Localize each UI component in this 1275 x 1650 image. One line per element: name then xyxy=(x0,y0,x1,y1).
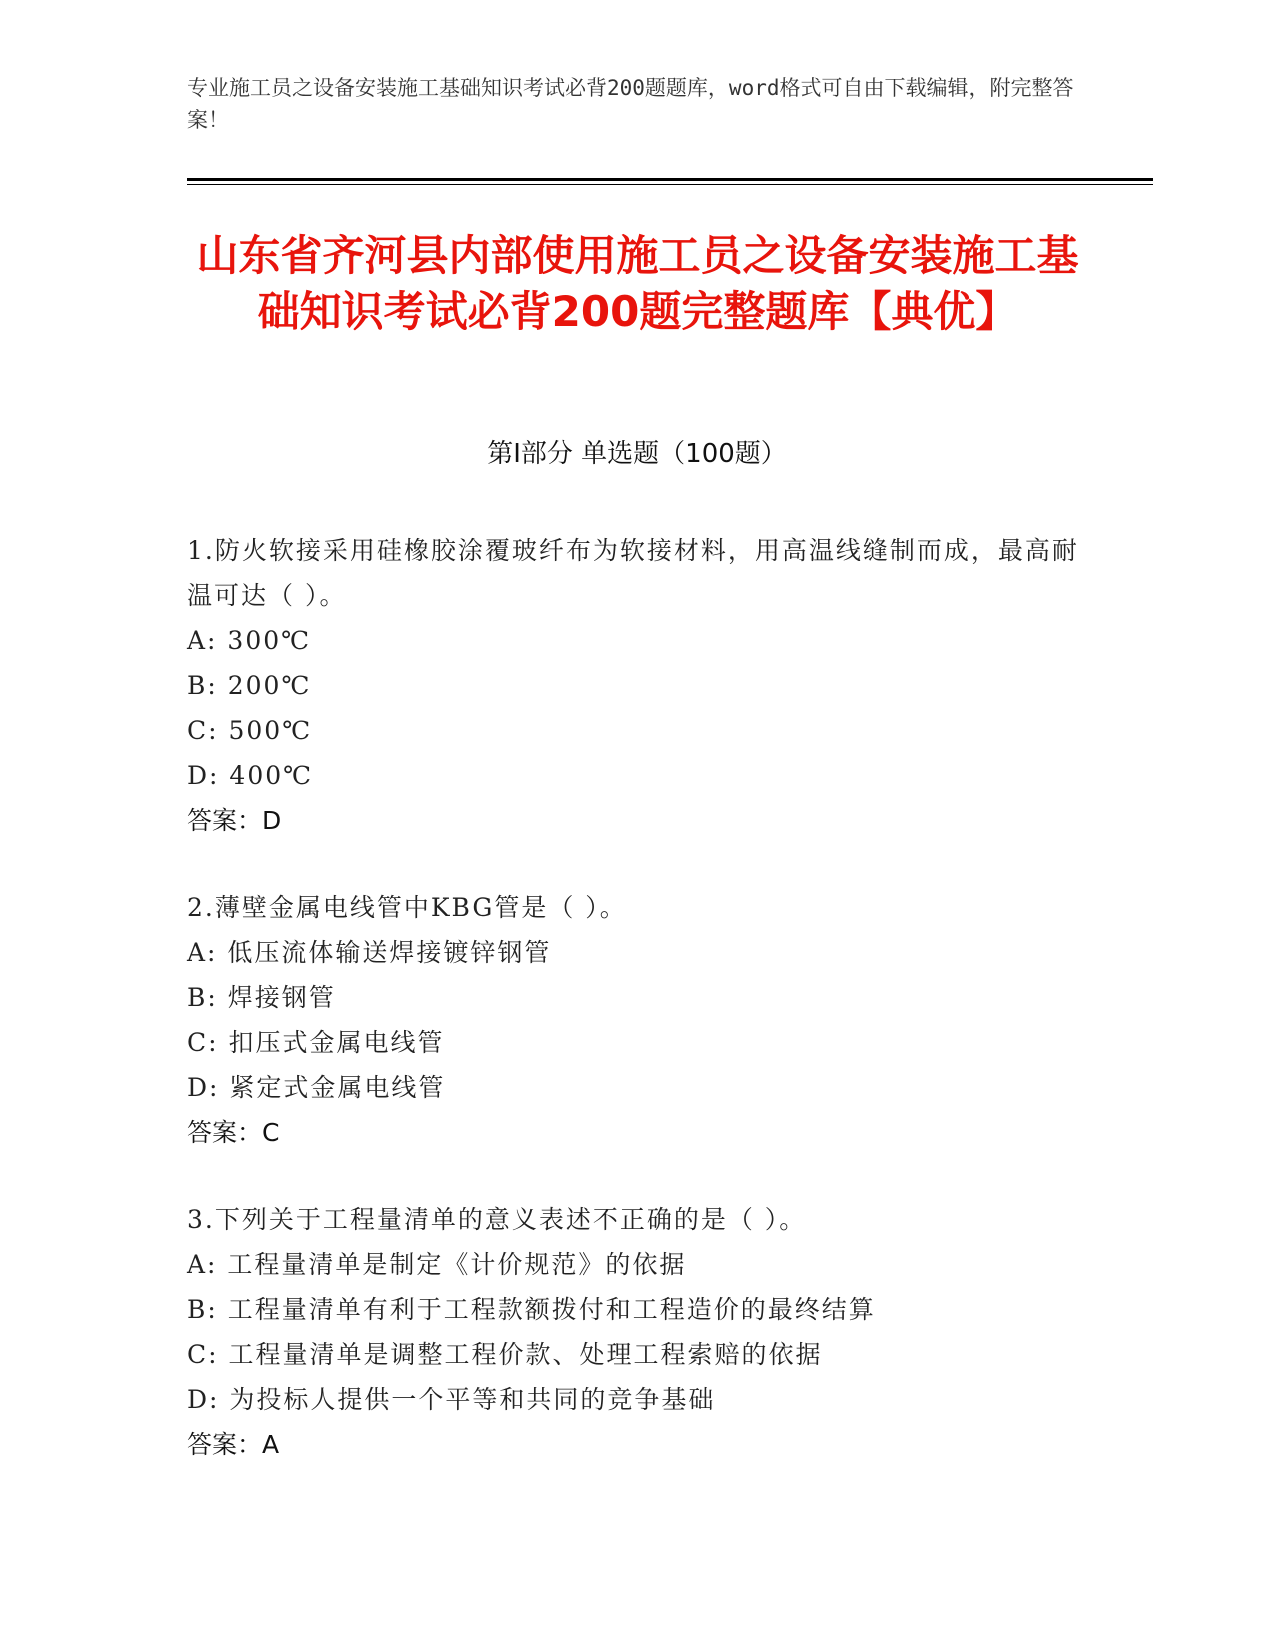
answer: 答案：C xyxy=(187,1118,280,1147)
answer: 答案：A xyxy=(187,1430,280,1459)
header-rule-thin xyxy=(187,184,1153,185)
option-b: B: 工程量清单有利于工程款额拨付和工程造价的最终结算 xyxy=(187,1295,876,1324)
document-title: 山东省齐河县内部使用施工员之设备安装施工基础知识考试必背200题完整题库【典优】 xyxy=(196,231,1079,336)
answer: 答案：D xyxy=(187,806,282,835)
question-1 xyxy=(187,528,1087,843)
option-a: A: 低压流体输送焊接镀锌钢管 xyxy=(187,938,552,967)
option-c: C: 扣压式金属电线管 xyxy=(187,1028,445,1057)
option-d: D: 为投标人提供一个平等和共同的竞争基础 xyxy=(187,1385,716,1414)
option-d: D: 紧定式金属电线管 xyxy=(187,1073,446,1102)
question-stem: 3.下列关于工程量清单的意义表述不正确的是（ ）。 xyxy=(187,1205,807,1234)
option-b: B: 焊接钢管 xyxy=(187,983,336,1012)
question-2 xyxy=(187,885,1087,1155)
option-a: A: 工程量清单是制定《计价规范》的依据 xyxy=(187,1250,687,1279)
question-stem: 1.防火软接采用硅橡胶涂覆玻纤布为软接材料，用高温线缝制而成，最高耐温可达（ ）。 xyxy=(187,536,1079,610)
option-c: C: 工程量清单是调整工程价款、处理工程索赔的依据 xyxy=(187,1340,823,1369)
option-d: D: 400℃ xyxy=(187,761,314,790)
question-stem: 2.薄壁金属电线管中KBG管是（ ）。 xyxy=(187,893,627,922)
question-3 xyxy=(187,1197,1087,1467)
option-b: B: 200℃ xyxy=(187,671,312,700)
section-heading: 第I部分 单选题（100题） xyxy=(487,439,787,469)
option-c: C: 500℃ xyxy=(187,716,313,745)
question-list xyxy=(187,528,1087,1509)
option-a: A: 300℃ xyxy=(187,626,312,655)
header-note: 专业施工员之设备安装施工基础知识考试必背200题题库，word格式可自由下载编辑，附完整答案！ xyxy=(187,76,1074,132)
header-rule-thick xyxy=(187,178,1153,181)
